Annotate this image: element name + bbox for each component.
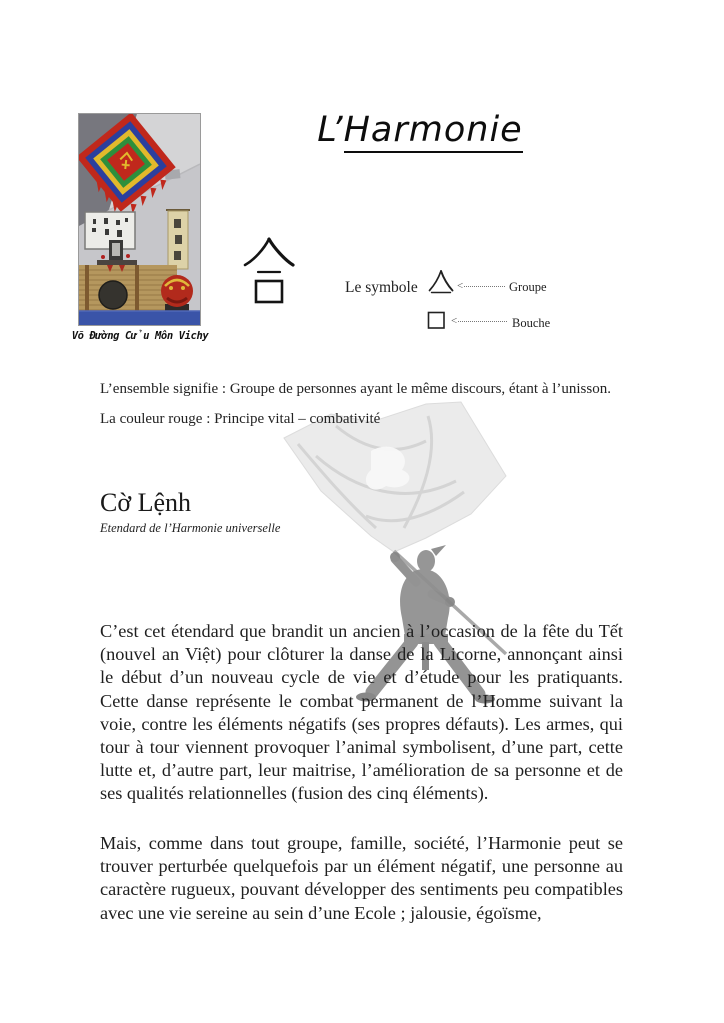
dojo-photo-illustration: [79, 114, 200, 325]
symbol-label: Le symbole: [345, 279, 418, 296]
hanging-scroll: [166, 210, 190, 269]
he-harmony-character-icon: [242, 235, 296, 309]
page-title-underlined: Harmonie: [344, 110, 523, 153]
dotted-line: [464, 286, 505, 287]
arrow-head-icon: <: [457, 280, 464, 292]
component-meaning-bouche: Bouche: [512, 316, 551, 330]
paragraph-harmonie-groupe: Mais, comme dans tout groupe, famille, société, l’Harmonie peut se trouver perturbée quelquefois par un élément négatif, une personne au caractère rugueux, pouvant développer des sentiments peu compatibles avec une vie sereine au sein d’une Ecole ; jalousie, égoïsme,: [100, 833, 623, 923]
arrow-head-icon: <: [451, 315, 458, 327]
page-title: [270, 110, 570, 150]
photo-caption: Võ Đường Cửu Môn Vichy: [71, 330, 209, 342]
arrow-to-bouche: [451, 314, 507, 328]
paragraph-etendard: C’est cet étendard que brandit un ancien à l’occasion de la fête du Tết (nouvel an Việt) pour clôturer la danse de la Licorne, annonçant ainsi le début d’un nouveau cycle de vie et d’étude pour les pratiquants. Cette danse représente le combat permanent de l’Homme suivant la voie, contre les éléments négatifs (ses propres défauts). Les armes, qui tour à tour viennent provoquer l’animal symbolisent, d’une part, cette lutte et, d’autre part, leur maitrise, l’amélioration de sa personne et de ses qualités relationnelles (fusion des cinq éléments).: [100, 621, 623, 804]
gong: [99, 281, 127, 309]
flag-section-heading: Cờ Lệnh: [100, 488, 192, 517]
meaning-line-ensemble: L’ensemble signifie : Groupe de personnes ayant le même discours, étant à l’unisson.: [100, 381, 611, 397]
gather-radical-icon: [428, 269, 454, 296]
dojo-photo: [78, 113, 201, 326]
arrow-to-groupe: [457, 279, 505, 293]
mouth-radical-icon: [426, 310, 447, 331]
flag-section-subheading: Etendard de l’Harmonie universelle: [100, 521, 281, 535]
dotted-line: [458, 321, 507, 322]
meaning-line-couleur: La couleur rouge : Principe vital – combativité: [100, 411, 381, 427]
component-meaning-groupe: Groupe: [509, 280, 547, 294]
page-title-prefix: L’: [317, 110, 344, 150]
